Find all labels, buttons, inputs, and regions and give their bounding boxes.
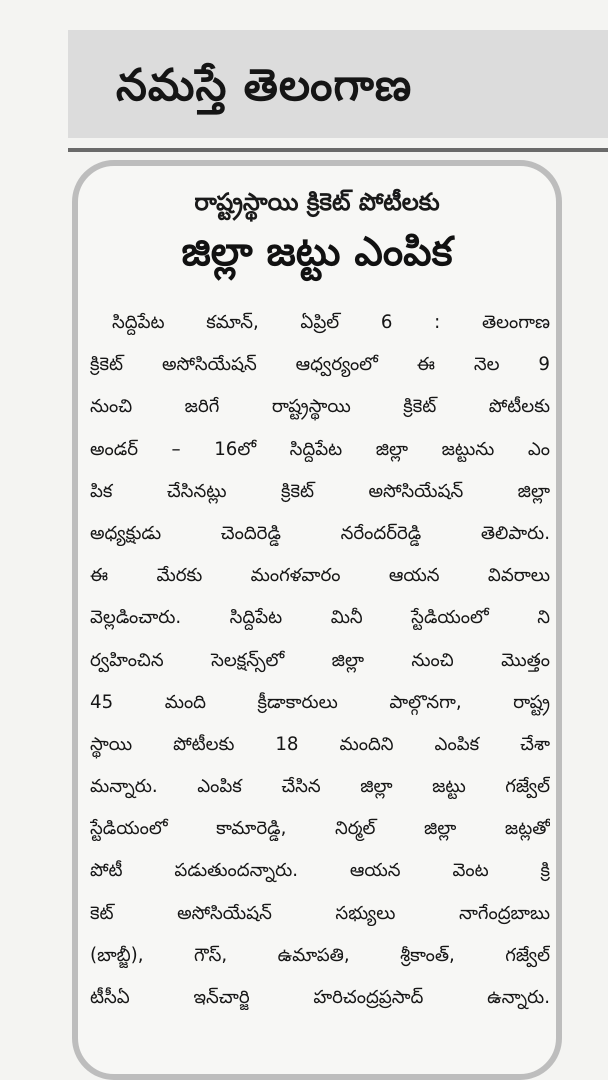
article-line: అండర్ – 16లో సిద్దిపేట జిల్లా జట్టును ఎం <box>90 438 550 460</box>
masthead-divider <box>68 148 608 152</box>
news-clipping <box>72 160 562 1080</box>
article-line: కెట్ అసోసియేషన్ సభ్యులు నాగేంద్రబాబు <box>90 902 550 924</box>
article-line: అధ్యక్షుడు చెందిరెడ్డి నరేందర్‌రెడ్డి తెలిపారు. <box>90 522 550 544</box>
article-line: (బాబ్జీ), గౌస్, ఉమాపతి, శ్రీకాంత్, గజ్వేల్ <box>90 944 550 966</box>
newspaper-masthead <box>68 30 608 138</box>
article-line: క్రికెట్ అసోసియేషన్ ఆధ్వర్యంలో ఈ నెల 9 <box>90 354 550 376</box>
article-body <box>90 302 550 1019</box>
article-line: నుంచి జరిగే రాష్ట్రస్థాయి క్రికెట్ పోటీలకు <box>90 396 550 418</box>
article-line: ఈ మేరకు మంగళవారం ఆయన వివరాలు <box>90 565 550 587</box>
article-line: స్థాయి పోటీలకు 18 మందిని ఎంపిక చేశా <box>90 733 550 755</box>
newspaper-name: నమస్తే తెలంగాణ <box>116 60 413 111</box>
article-subheadline: రాష్ట్రస్థాయి క్రికెట్ పోటీలకు <box>194 188 440 216</box>
article-line: మన్నారు. ఎంపిక చేసిన జిల్లా జట్టు గజ్వేల్ <box>90 776 550 798</box>
article-line: వెల్లడించారు. సిద్దిపేట మినీ స్టేడియంలో ని <box>90 607 550 629</box>
article-line: స్టేడియంలో కామారెడ్డి, నిర్మల్ జిల్లా జట్లతో <box>90 818 550 840</box>
article-line: ర్వహించిన సెలక్షన్స్‌లో జిల్లా నుంచి మొత్తం <box>90 649 550 671</box>
article-line: సిద్దిపేట కమాన్, ఏప్రిల్ 6 : తెలంగాణ <box>112 312 550 333</box>
article-line: పోటీ పడుతుందన్నారు. ఆయన వెంట క్రి <box>90 860 550 882</box>
article-line: పిక చేసినట్లు క్రికెట్ అసోసియేషన్ జిల్లా <box>90 480 550 502</box>
article-headline: జిల్లా జట్టు ఎంపిక <box>181 229 453 275</box>
article-line: టీసీఏ ఇన్‌చార్జి హరిచంద్రప్రసాద్ ఉన్నారు. <box>90 987 550 1008</box>
article-line: 45 మంది క్రీడాకారులు పాల్గొనగా, రాష్ట్ర <box>90 691 550 713</box>
